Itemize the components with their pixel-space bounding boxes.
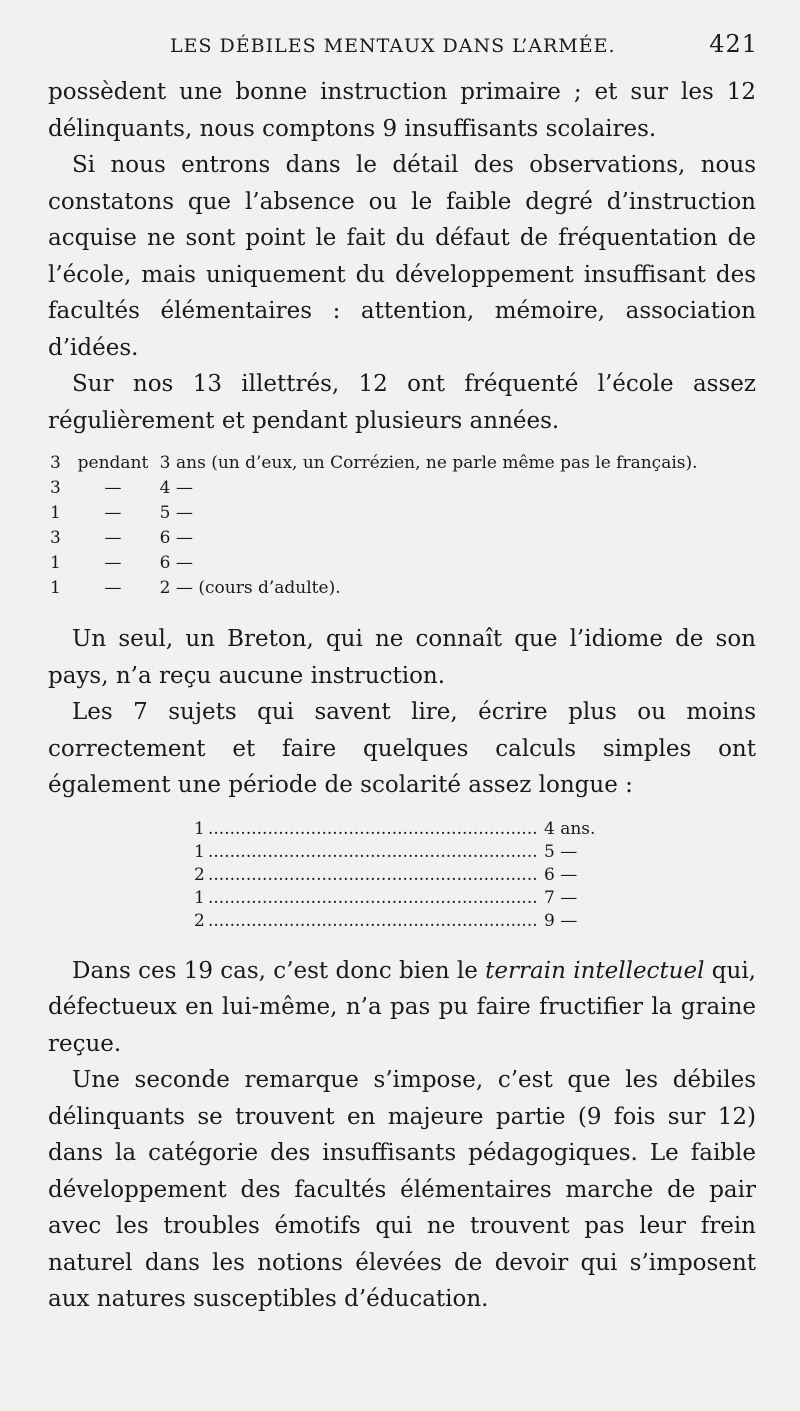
row-value: 6 — [544, 864, 578, 885]
row-years: 6 [159, 528, 171, 548]
schooling-table [194, 818, 614, 933]
row-count: 2 [194, 864, 205, 885]
table-row [194, 818, 614, 841]
table-row [194, 864, 614, 887]
row-mid: — [104, 503, 122, 523]
row-note: — [176, 478, 193, 498]
row-count: 1 [194, 887, 205, 908]
paragraph: Un seul, un Breton, qui ne connaît que l’idiome de son pays, n’a reçu aucune instruction. [48, 626, 756, 689]
paragraph: Si nous entrons dans le détail des observations, nous constatons que l’absence ou le faible degré d’instruction acquise ne sont point le fait du défaut de fréquentation de l’école, mais uniquement du développement insuffisant des facultés élémentaires : attention, mémoire, association d’idées. [48, 152, 756, 361]
dot-leader [208, 887, 536, 910]
table-row [50, 451, 756, 476]
row-years: 4 [159, 478, 171, 498]
row-count: 3 [50, 453, 61, 473]
row-mid: — [104, 578, 122, 598]
paragraph: possèdent une bonne instruction primaire ; et sur les 12 délinquants, nous comptons 9 insuffisants scolaires. [48, 79, 756, 142]
attendance-table [50, 451, 756, 601]
page-number: 421 [709, 30, 758, 58]
row-mid: — [104, 478, 122, 498]
row-value: 9 — [544, 910, 578, 931]
row-count: 1 [50, 553, 61, 573]
row-years: 2 [159, 578, 171, 598]
paragraph: Une seconde remarque s’impose, c’est que les débiles délinquants se trouvent en majeure partie (9 fois sur 12) dans la catégorie des insuffisants pédagogiques. Le faible développement des facultés élémentaires marche de pair avec les troubles émotifs qui ne trouvent pas leur frein naturel dans les notions élevées de devoir qui s’imposent aux natures susceptibles d’éducation. [48, 1067, 756, 1312]
row-value: 5 — [544, 841, 578, 862]
row-count: 1 [194, 841, 205, 862]
row-note: — [176, 553, 193, 573]
row-note: ans (un d’eux, un Corrézien, ne parle même pas le français). [176, 453, 698, 473]
table-row [50, 476, 756, 501]
row-count: 1 [50, 503, 61, 523]
table-row [50, 551, 756, 576]
dot-leader [208, 910, 536, 933]
emphasis-terrain-intellectuel: terrain intellectuel [485, 957, 705, 984]
row-note: — (cours d’adulte). [176, 578, 341, 598]
row-note: — [176, 503, 193, 523]
row-note: — [176, 528, 193, 548]
row-value: 7 — [544, 887, 578, 908]
table-row [194, 910, 614, 933]
dot-leader [208, 841, 536, 864]
row-mid: pendant [77, 453, 149, 473]
row-count: 2 [194, 910, 205, 931]
page-header [170, 30, 758, 58]
row-count: 3 [50, 528, 61, 548]
dot-leader [208, 818, 536, 841]
running-title: LES DÉBILES MENTAUX DANS L’ARMÉE. [170, 35, 616, 57]
table-row [50, 576, 756, 601]
row-mid: — [104, 528, 122, 548]
table-row [50, 501, 756, 526]
row-years: 6 [159, 553, 171, 573]
dot-leader [208, 864, 536, 887]
body-text [48, 74, 756, 1318]
row-count: 1 [50, 578, 61, 598]
text-span: Dans ces 19 cas, c’est donc bien le [72, 957, 486, 984]
table-row [194, 887, 614, 910]
row-years: 5 [159, 503, 171, 523]
row-value: 4 ans. [544, 818, 596, 839]
row-years: 3 [159, 453, 171, 473]
table-row [194, 841, 614, 864]
row-count: 3 [50, 478, 61, 498]
row-count: 1 [194, 818, 205, 839]
text-span: qui, défectueux en lui-même, n’a pas pu faire fructifier la graine reçue. [48, 957, 756, 1057]
paragraph: Sur nos 13 illettrés, 12 ont fréquenté l’école assez régulièrement et pendant plusieurs années. [48, 371, 756, 434]
table-row [50, 526, 756, 551]
paragraph-terrain [48, 953, 756, 1063]
row-mid: — [104, 553, 122, 573]
paragraph: Les 7 sujets qui savent lire, écrire plus ou moins correctement et faire quelques calculs simples ont également une période de scolarité assez longue : [48, 699, 756, 798]
